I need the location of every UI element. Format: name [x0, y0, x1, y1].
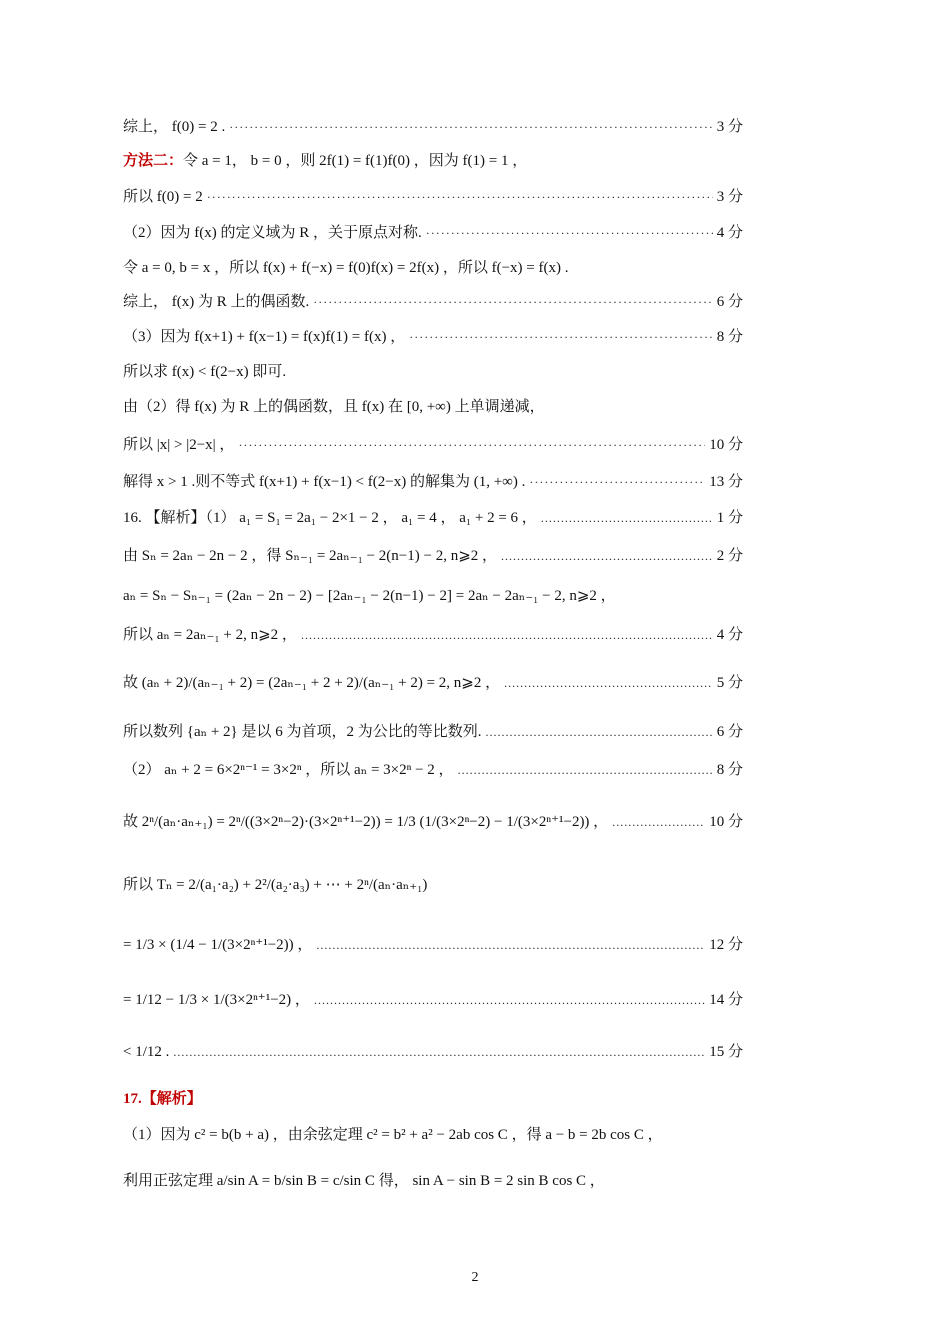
solution-line [123, 435, 743, 455]
line-text: 解得 x > 1 .则不等式 f(x+1) + f(x−1) < f(2−x) 的解集为 (1, +∞) . [123, 474, 526, 490]
leader-dots [314, 990, 705, 1010]
line-text: 所以 |x| > |2−x| ， [123, 437, 235, 453]
solution-line [123, 258, 743, 278]
line-text: 综上， f(x) 为 R 上的偶函数. [123, 294, 310, 310]
solution-line [123, 673, 743, 693]
leader-dots [409, 327, 713, 347]
solution-line [123, 292, 743, 312]
score-label: 12 分 [709, 937, 743, 953]
solution-line [123, 812, 743, 832]
score-label: 15 分 [709, 1044, 743, 1060]
line-text: 故 (aₙ + 2)/(aₙ₋₁ + 2) = (2aₙ₋₁ + 2 + 2)/(aₙ₋₁ + 2) = 2, n⩾2 ， [123, 675, 501, 691]
line-text: < 1/12 . [123, 1044, 170, 1060]
page-number: 2 [471, 1270, 479, 1285]
leader-dots [238, 435, 705, 455]
score-label: 6 分 [716, 724, 743, 740]
line-text: 所以 aₙ = 2aₙ₋₁ + 2, n⩾2 ， [123, 627, 297, 643]
solution-line [123, 760, 743, 780]
score-label: 4 分 [716, 627, 743, 643]
leader-dots [207, 187, 713, 207]
solution-line [123, 151, 743, 171]
score-label: 8 分 [716, 329, 743, 345]
line-text: （1）因为 c² = b(b + a) ，由余弦定理 c² = b² + a² − 2ab cos C ，得 a − b = 2b cos C ， [123, 1127, 663, 1143]
leader-dots [458, 760, 713, 780]
line-text: 综上， f(0) = 2 . [123, 119, 226, 135]
solution-line [123, 722, 743, 742]
line-text: （2） aₙ + 2 = 6×2ⁿ⁻¹ = 3×2ⁿ ，所以 aₙ = 3×2ⁿ − 2 ， [123, 762, 454, 778]
leader-dots [313, 292, 712, 312]
line-text: 故 2ⁿ/(aₙ·aₙ₊₁) = 2ⁿ/((3×2ⁿ−2)·(3×2ⁿ⁺¹−2)) = 1/3 (1/(3×2ⁿ−2) − 1/(3×2ⁿ⁺¹−2)) ， [123, 814, 609, 830]
solution-line [123, 508, 743, 528]
line-text: = 1/12 − 1/3 × 1/(3×2ⁿ⁺¹−2) ， [123, 992, 310, 1008]
leader-dots [541, 508, 713, 528]
solution-line [123, 1171, 743, 1191]
solution-line [123, 472, 743, 492]
solution-line [123, 1089, 743, 1109]
score-label: 10 分 [709, 437, 743, 453]
line-text: 16. 【解析】（1） a₁ = S₁ = 2a₁ − 2×1 − 2 ， a₁ = 4 ， a₁ + 2 = 6 ， [123, 510, 537, 526]
line-text: （2）因为 f(x) 的定义域为 R ，关于原点对称. [123, 225, 422, 241]
solution-line [123, 990, 743, 1010]
solution-line [123, 223, 743, 243]
solution-line [123, 1125, 743, 1145]
leader-dots [301, 625, 713, 645]
score-label: 10 分 [709, 814, 743, 830]
line-text: 由 Sₙ = 2aₙ − 2n − 2 ，得 Sₙ₋₁ = 2aₙ₋₁ − 2(n−1) − 2, n⩾2 ， [123, 548, 498, 564]
solution-line [123, 625, 743, 645]
solution-line [123, 362, 743, 382]
line-text: aₙ = Sₙ − Sₙ₋₁ = (2aₙ − 2n − 2) − [2aₙ₋₁ − 2(n−1) − 2] = 2aₙ − 2aₙ₋₁ − 2, n⩾2 ， [123, 588, 616, 604]
score-label: 13 分 [709, 474, 743, 490]
line-text: 令 a = 1， b = 0 ，则 2f(1) = f(1)f(0) ，因为 f(1) = 1 ， [183, 153, 528, 169]
line-text: 所以数列 {aₙ + 2} 是以 6 为首项，2 为公比的等比数列. [123, 724, 482, 740]
leader-dots [612, 812, 705, 832]
solution-line [123, 1042, 743, 1062]
solution-line [123, 586, 743, 606]
solution-line [123, 875, 743, 895]
line-text: 利用正弦定理 a/sin A = b/sin B = c/sin C 得， sin A − sin B = 2 sin B cos C ， [123, 1173, 605, 1189]
leader-dots [529, 472, 705, 492]
solution-line [123, 935, 743, 955]
leader-dots [229, 117, 713, 137]
leader-dots [316, 935, 705, 955]
solution-line [123, 397, 743, 417]
score-label: 3 分 [716, 119, 743, 135]
score-label: 5 分 [716, 675, 743, 691]
leader-dots [173, 1042, 705, 1062]
solution-line [123, 187, 743, 207]
solution-line [123, 327, 743, 347]
score-label: 1 分 [716, 510, 743, 526]
line-text: 令 a = 0, b = x ，所以 f(x) + f(−x) = f(0)f(x) = 2f(x) ，所以 f(−x) = f(x) . [123, 260, 569, 276]
section-label: 17.【解析】 [123, 1091, 202, 1107]
solution-line [123, 117, 743, 137]
line-text: （3）因为 f(x+1) + f(x−1) = f(x)f(1) = f(x) ， [123, 329, 406, 345]
line-text: 所以 Tₙ = 2/(a₁·a₂) + 2²/(a₂·a₃) + ⋯ + 2ⁿ/(aₙ·aₙ₊₁) [123, 877, 428, 893]
score-label: 8 分 [716, 762, 743, 778]
score-label: 2 分 [716, 548, 743, 564]
score-label: 4 分 [716, 225, 743, 241]
section-label: 方法二： [123, 153, 184, 169]
line-text: 所以 f(0) = 2 [123, 189, 203, 205]
score-label: 14 分 [709, 992, 743, 1008]
leader-dots [426, 223, 713, 243]
leader-dots [486, 722, 713, 742]
line-text: 由（2）得 f(x) 为 R 上的偶函数，且 f(x) 在 [0, +∞) 上单调递减， [123, 399, 545, 415]
score-label: 6 分 [716, 294, 743, 310]
solution-line [123, 546, 743, 566]
score-label: 3 分 [716, 189, 743, 205]
leader-dots [504, 673, 713, 693]
line-text: 所以求 f(x) < f(2−x) 即可. [123, 364, 287, 380]
leader-dots [501, 546, 713, 566]
line-text: = 1/3 × (1/4 − 1/(3×2ⁿ⁺¹−2)) ， [123, 937, 313, 953]
